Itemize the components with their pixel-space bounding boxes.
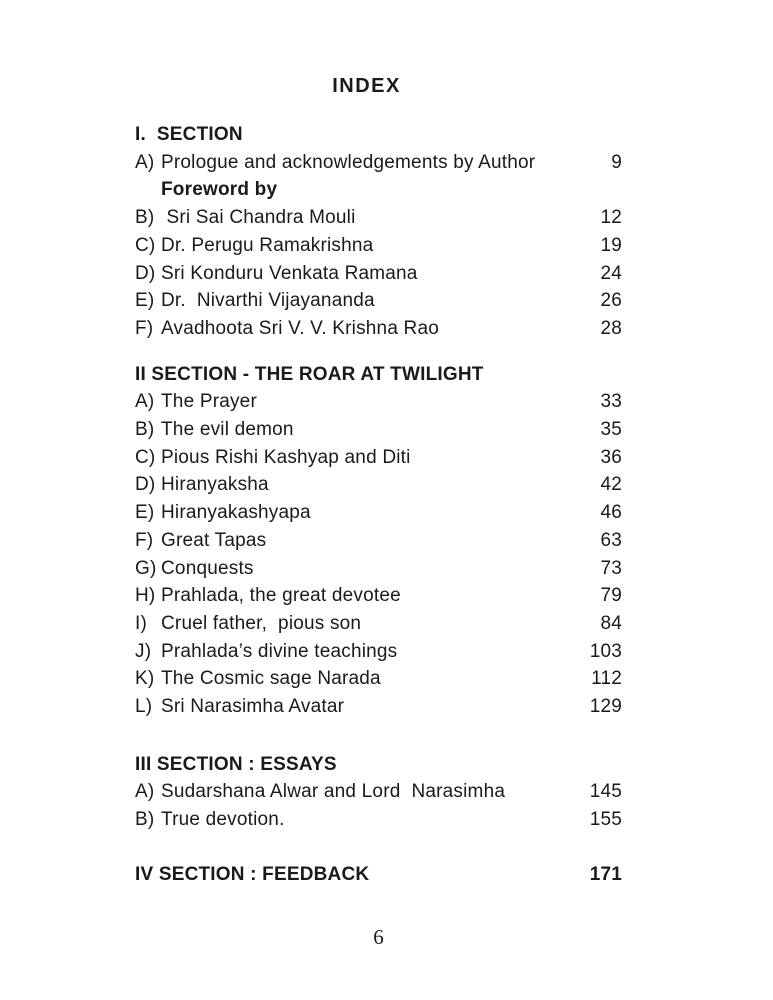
- item-page-number: 112: [591, 668, 622, 690]
- section-heading: III SECTION : ESSAYS: [135, 753, 337, 775]
- index-item-row: [135, 778, 622, 806]
- item-title: Cruel father, pious son: [161, 612, 362, 634]
- index-section: [135, 121, 622, 343]
- index-item-row: [135, 416, 622, 444]
- index-item-row: [135, 232, 622, 260]
- item-title: Prahlada’s divine teachings: [161, 640, 398, 662]
- index-item-row: [135, 638, 622, 666]
- item-letter: B): [135, 207, 155, 229]
- section-heading: II SECTION - THE ROAR AT TWILIGHT: [135, 363, 484, 385]
- item-letter: K): [135, 668, 155, 690]
- index-item-row: [135, 499, 622, 527]
- item-page-number: 46: [600, 502, 622, 524]
- index-item-row: [135, 471, 622, 499]
- item-page-number: 12: [600, 207, 622, 229]
- item-page-number: 84: [600, 612, 622, 634]
- item-letter: L): [135, 696, 153, 718]
- item-page-number: 73: [600, 557, 622, 579]
- item-title: Sudarshana Alwar and Lord Narasimha: [161, 781, 506, 803]
- index-item-row: [135, 204, 622, 232]
- item-letter: F): [135, 529, 154, 551]
- item-letter: D): [135, 474, 156, 496]
- item-page-number: 103: [589, 640, 622, 662]
- item-title: The evil demon: [161, 419, 294, 441]
- item-title: Hiranyakashyapa: [161, 502, 311, 524]
- item-page-number: 36: [600, 446, 622, 468]
- index-item-row: [135, 388, 622, 416]
- index-section: [135, 861, 622, 889]
- item-page-number: 28: [600, 317, 622, 339]
- item-page-number: 19: [600, 234, 622, 256]
- section-heading-row: [135, 361, 622, 389]
- item-page-number: 79: [600, 585, 622, 607]
- item-letter: I): [135, 612, 148, 634]
- item-title: Dr. Nivarthi Vijayananda: [161, 290, 375, 312]
- item-letter: C): [135, 446, 156, 468]
- index-item-row: [135, 287, 622, 315]
- index-item-row: [135, 582, 622, 610]
- item-title: Great Tapas: [161, 529, 267, 551]
- item-page-number: 155: [589, 809, 622, 831]
- index-item-row: [135, 176, 622, 204]
- index-item-row: [135, 260, 622, 288]
- item-page-number: 35: [600, 419, 622, 441]
- item-letter: A): [135, 391, 155, 413]
- item-title: Hiranyaksha: [161, 474, 269, 496]
- item-letter: B): [135, 809, 155, 831]
- item-page-number: 26: [600, 290, 622, 312]
- item-title: Pious Rishi Kashyap and Diti: [161, 446, 411, 468]
- index-item-row: [135, 665, 622, 693]
- index-section: [135, 751, 622, 834]
- index-item-row: [135, 555, 622, 583]
- item-title: Avadhoota Sri V. V. Krishna Rao: [161, 317, 440, 339]
- index-section: [135, 361, 622, 721]
- section-heading: I. SECTION: [135, 124, 243, 145]
- item-letter: A): [135, 781, 155, 803]
- section-heading-page-number: 171: [589, 863, 622, 885]
- item-letter: J): [135, 640, 152, 662]
- section-heading-row: [135, 121, 622, 149]
- item-letter: G): [135, 557, 157, 579]
- item-title: Sri Narasimha Avatar: [161, 696, 345, 718]
- item-letter: E): [135, 290, 155, 312]
- item-title: Conquests: [161, 557, 254, 579]
- footer-page-number: 6: [373, 924, 384, 949]
- item-page-number: 9: [611, 151, 622, 173]
- item-page-number: 63: [600, 529, 622, 551]
- item-page-number: 129: [589, 696, 622, 718]
- item-letter: A): [135, 151, 155, 173]
- item-title: True devotion.: [161, 809, 285, 831]
- item-letter: F): [135, 317, 154, 339]
- item-title: Dr. Perugu Ramakrishna: [161, 234, 374, 256]
- item-letter: E): [135, 502, 155, 524]
- item-page-number: 42: [600, 474, 622, 496]
- index-item-row: [135, 444, 622, 472]
- item-page-number: 33: [600, 391, 622, 413]
- item-title: The Cosmic sage Narada: [161, 668, 381, 690]
- item-letter: C): [135, 234, 156, 256]
- item-title: Prahlada, the great devotee: [161, 585, 401, 607]
- section-heading-row: [135, 861, 622, 889]
- index-sections: [135, 121, 622, 889]
- item-title: Foreword by: [161, 179, 278, 201]
- index-item-row: [135, 693, 622, 721]
- index-item-row: [135, 806, 622, 834]
- item-title: Sri Konduru Venkata Ramana: [161, 262, 418, 284]
- item-title: The Prayer: [161, 391, 257, 413]
- page-title: INDEX: [332, 75, 401, 97]
- item-page-number: 145: [589, 781, 622, 803]
- item-letter: D): [135, 262, 156, 284]
- index-item-row: [135, 610, 622, 638]
- section-heading: IV SECTION : FEEDBACK: [135, 863, 370, 885]
- index-item-row: [135, 527, 622, 555]
- index-item-row: [135, 315, 622, 343]
- item-page-number: 24: [600, 262, 622, 284]
- item-title: Prologue and acknowledgements by Author: [161, 151, 536, 173]
- index-item-row: [135, 149, 622, 177]
- section-heading-row: [135, 751, 622, 779]
- item-letter: H): [135, 585, 156, 607]
- item-letter: B): [135, 419, 155, 441]
- item-title: Sri Sai Chandra Mouli: [161, 207, 356, 229]
